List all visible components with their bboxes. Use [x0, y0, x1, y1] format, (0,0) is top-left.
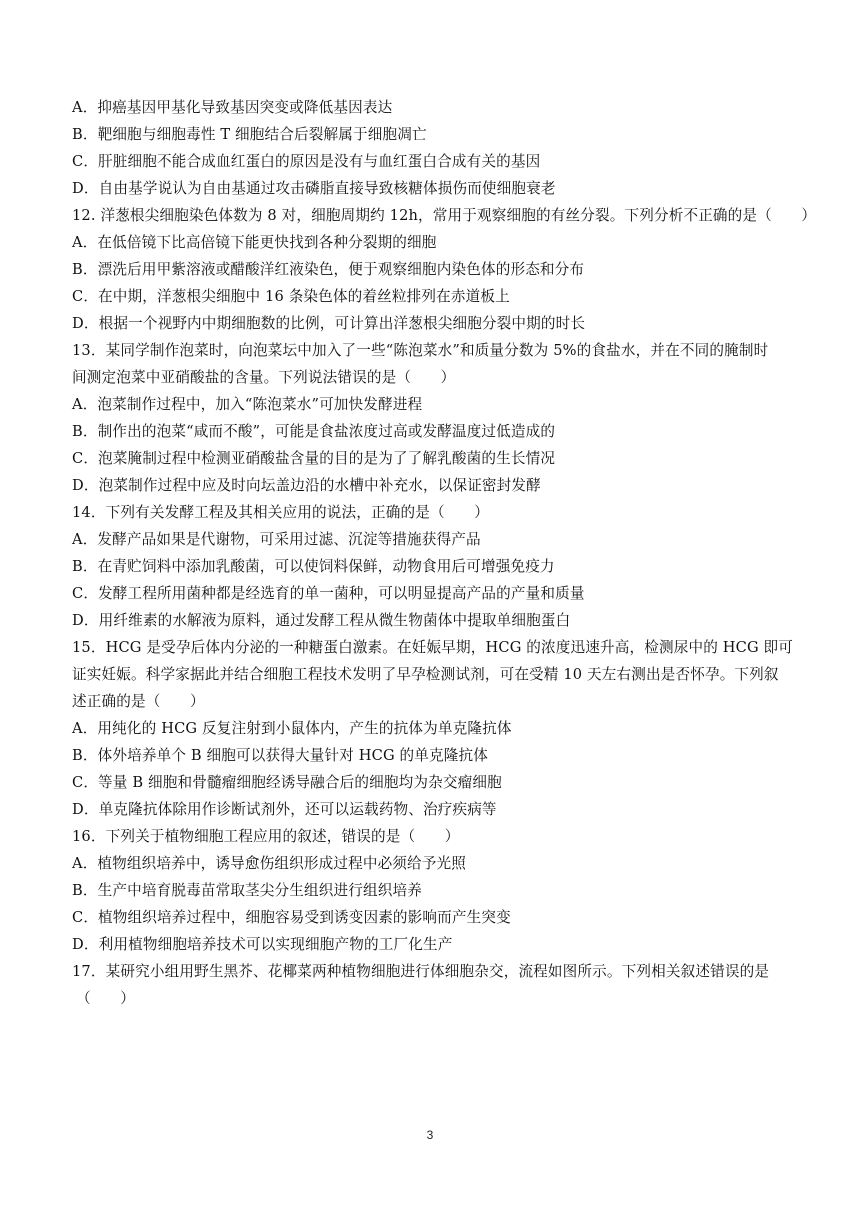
- option-line: B．在青贮饲料中添加乳酸菌，可以使饲料保鲜，动物食用后可增强免疫力: [72, 558, 555, 575]
- option-line: D．用纤维素的水解液为原料，通过发酵工程从微生物菌体中提取单细胞蛋白: [72, 612, 571, 629]
- option-line: C．泡菜腌制过程中检测亚硝酸盐含量的目的是为了了解乳酸菌的生长情况: [72, 450, 556, 467]
- option-line: D．泡菜制作过程中应及时向坛盖边沿的水槽中补充水，以保证密封发酵: [72, 477, 541, 494]
- option-line: B．制作出的泡菜“咸而不酸”，可能是食盐浓度过高或发酵温度过低造成的: [72, 423, 556, 440]
- option-line: D．单克隆抗体除用作诊断试剂外，还可以运载药物、治疗疾病等: [72, 801, 497, 818]
- option-line: C．等量 B 细胞和骨髓瘤细胞经诱导融合后的细胞均为杂交瘤细胞: [72, 774, 502, 791]
- option-line: D．利用植物细胞培养技术可以实现细胞产物的工厂化生产: [72, 936, 453, 953]
- option-line: D．根据一个视野内中期细胞数的比例，可计算出洋葱根尖细胞分裂中期的时长: [72, 315, 586, 332]
- option-line: B．生产中培育脱毒苗常取茎尖分生组织进行组织培养: [72, 882, 422, 899]
- option-line: B．漂洗后用甲紫溶液或醋酸洋红液染色，便于观察细胞内染色体的形态和分布: [72, 261, 585, 278]
- question-line: 证实妊娠。科学家据此并结合细胞工程技术发明了早孕检测试剂，可在受精 10 天左右测出是否怀孕。下列叙: [72, 666, 779, 683]
- question-line: 述正确的是（ ）: [72, 693, 205, 710]
- option-line: A．泡菜制作过程中，加入“陈泡菜水”可加快发酵进程: [72, 396, 423, 413]
- option-line: D．自由基学说认为自由基通过攻击磷脂直接导致核糖体损伤而使细胞衰老: [72, 180, 556, 197]
- question-line: 14．下列有关发酵工程及其相关应用的说法，正确的是（ ）: [72, 504, 489, 521]
- option-line: A．在低倍镜下比高倍镜下能更快找到各种分裂期的细胞: [72, 234, 437, 251]
- question-line: 17．某研究小组用野生黑芥、花椰菜两种植物细胞进行体细胞杂交，流程如图所示。下列相关叙述错误的是: [72, 963, 770, 980]
- page-number: 3: [426, 1128, 434, 1142]
- option-line: A．发酵产品如果是代谢物，可采用过滤、沉淀等措施获得产品: [72, 531, 481, 548]
- option-line: B．体外培养单个 B 细胞可以获得大量针对 HCG 的单克隆抗体: [72, 747, 489, 764]
- option-line: A．植物组织培养中，诱导愈伤组织形成过程中必须给予光照: [72, 855, 467, 872]
- question-line: 15．HCG 是受孕后体内分泌的一种糖蛋白激素。在妊娠早期，HCG 的浓度迅速升高，检测尿中的 HCG 即可: [72, 639, 794, 656]
- option-line: B．靶细胞与细胞毒性 T 细胞结合后裂解属于细胞凋亡: [72, 126, 427, 143]
- question-line: 间测定泡菜中亚硝酸盐的含量。下列说法错误的是（ ）: [72, 369, 456, 386]
- option-line: A．抑癌基因甲基化导致基因突变或降低基因表达: [72, 99, 393, 116]
- question-line: 13．某同学制作泡菜时，向泡菜坛中加入了一些“陈泡菜水”和质量分数为 5%的食盐水，并在不同的腌制时: [72, 342, 769, 359]
- question-line: 16．下列关于植物细胞工程应用的叙述，错误的是（ ）: [72, 828, 460, 845]
- option-line: A．用纯化的 HCG 反复注射到小鼠体内，产生的抗体为单克隆抗体: [72, 720, 512, 737]
- option-line: C．发酵工程所用菌种都是经选育的单一菌种，可以明显提高产品的产量和质量: [72, 585, 585, 602]
- option-line: C．植物组织培养过程中，细胞容易受到诱变因素的影响而产生突变: [72, 909, 511, 926]
- question-line: （ ）: [76, 990, 135, 1007]
- option-line: C．肝脏细胞不能合成血红蛋白的原因是没有与血红蛋白合成有关的基因: [72, 153, 541, 170]
- option-line: C．在中期，洋葱根尖细胞中 16 条染色体的着丝粒排列在赤道板上: [72, 288, 510, 305]
- question-line: 12. 洋葱根尖细胞染色体数为 8 对，细胞周期约 12h，常用于观察细胞的有丝分裂。下列分析不正确的是（ ）: [72, 207, 817, 224]
